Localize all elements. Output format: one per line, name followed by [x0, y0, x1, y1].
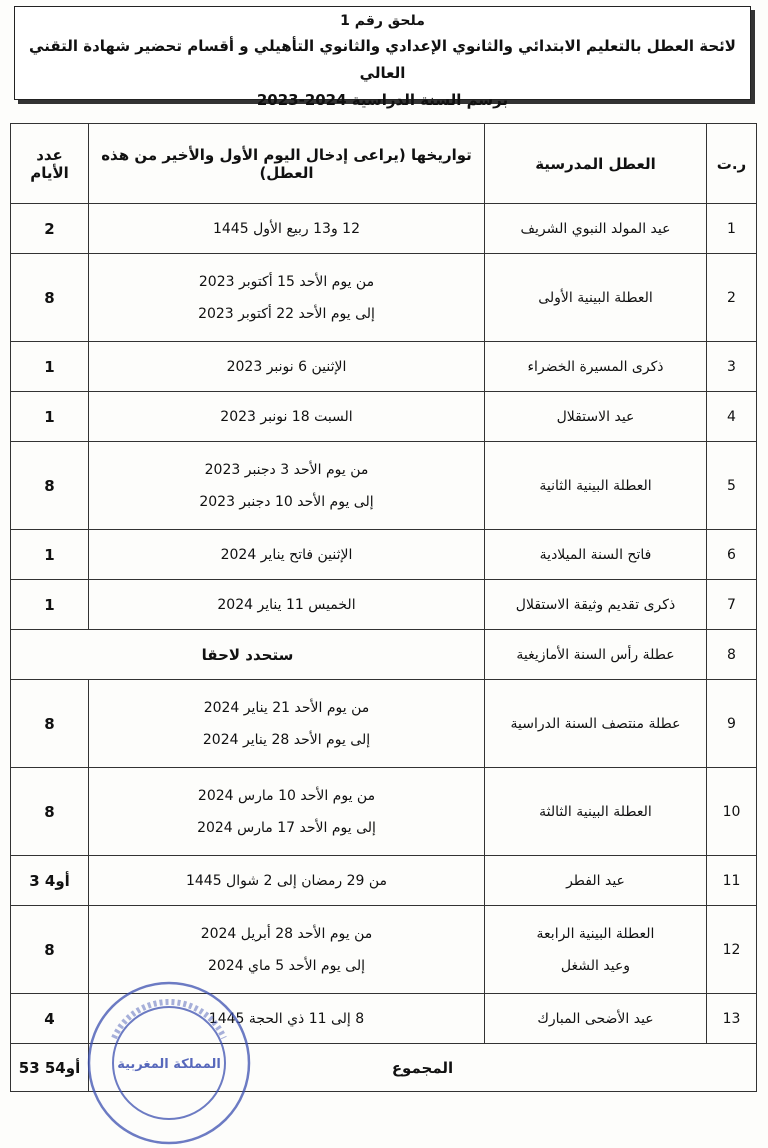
row-num: 13 — [707, 994, 757, 1044]
row-name: العطلة البينية الثالثة — [485, 768, 707, 856]
row-date-from: من يوم الأحد 15 أكتوبر 2023 — [198, 273, 375, 290]
annex-label: ملحق رقم 1 — [340, 13, 425, 29]
row-days: 8 — [11, 680, 89, 768]
table-row — [11, 442, 757, 530]
table-row — [11, 680, 757, 768]
row-name: عيد الفطر — [485, 856, 707, 906]
document-header — [14, 6, 751, 109]
document-title: لائحة العطل بالتعليم الابتدائي والثانوي الإعدادي والثانوي التأهيلي و أقسام تحضير شهادة التقني العالي — [29, 37, 736, 82]
row-name: ذكرى المسيرة الخضراء — [485, 342, 707, 392]
document-subtitle: برسم السنة الدراسية 2024-2023 — [256, 91, 509, 109]
header-days-line1: عدد — [36, 145, 63, 164]
row-name: فاتح السنة الميلادية — [485, 530, 707, 580]
row-date-from: من يوم الأحد 10 مارس 2024 — [197, 787, 376, 804]
table-row — [11, 392, 757, 442]
row-date-to: إلى يوم الأحد 5 ماي 2024 — [207, 957, 366, 974]
row-date-to: إلى يوم الأحد 28 يناير 2024 — [202, 731, 371, 748]
row-name: ذكرى تقديم وثيقة الاستقلال — [485, 580, 707, 630]
row-name: عطلة منتصف السنة الدراسية — [485, 680, 707, 768]
row-dates: الإثنين 6 نونبر 2023 — [89, 342, 485, 392]
row-name-line2: وعيد الشغل — [560, 957, 631, 974]
header-name: العطل المدرسية — [485, 124, 707, 204]
row-days: 2 — [11, 204, 89, 254]
row-dates — [89, 680, 485, 768]
row-date-from: من يوم الأحد 21 يناير 2024 — [203, 699, 370, 716]
row-name: عيد الأضحى المبارك — [485, 994, 707, 1044]
row-dates — [89, 768, 485, 856]
row-num: 12 — [707, 906, 757, 994]
row-dates: الخميس 11 يناير 2024 — [89, 580, 485, 630]
row-date-from: من يوم الأحد 28 أبريل 2024 — [200, 925, 373, 942]
table-row — [11, 906, 757, 994]
table-row — [11, 530, 757, 580]
row-days: 1 — [11, 342, 89, 392]
row-num: 6 — [707, 530, 757, 580]
total-label: المجموع — [89, 1044, 757, 1092]
row-num: 3 — [707, 342, 757, 392]
row-days: 1 — [11, 392, 89, 442]
row-dates: الإثنين فاتح يناير 2024 — [89, 530, 485, 580]
row-num: 1 — [707, 204, 757, 254]
table-header-row — [11, 124, 757, 204]
row-dates-tbd: ستحدد لاحقا — [11, 630, 485, 680]
row-days: 4 — [11, 994, 89, 1044]
table-row — [11, 856, 757, 906]
row-days: 8 — [11, 906, 89, 994]
table-row — [11, 580, 757, 630]
header-days-line2: الأيام — [30, 163, 69, 182]
row-date-to: إلى يوم الأحد 10 دجنبر 2023 — [199, 493, 374, 510]
row-num: 10 — [707, 768, 757, 856]
row-name: العطلة البينية الثانية — [485, 442, 707, 530]
holidays-table — [10, 123, 757, 1092]
table-row — [11, 630, 757, 680]
stamp-text: المملكة المغربية — [117, 1057, 221, 1072]
row-date-to: إلى يوم الأحد 17 مارس 2024 — [197, 819, 376, 836]
header-dates: تواريخها (يراعى إدخال اليوم الأول والأخير من هذه العطل) — [89, 124, 485, 204]
row-name — [485, 906, 707, 994]
header-days — [11, 124, 89, 204]
row-dates: السبت 18 نونبر 2023 — [89, 392, 485, 442]
row-num: 9 — [707, 680, 757, 768]
total-row — [11, 1044, 757, 1092]
row-name: عيد المولد النبوي الشريف — [485, 204, 707, 254]
row-num: 2 — [707, 254, 757, 342]
row-dates — [89, 906, 485, 994]
row-days: 3 أو4 — [11, 856, 89, 906]
header-num: ر.ت — [707, 124, 757, 204]
row-dates — [89, 254, 485, 342]
row-name: العطلة البينية الأولى — [485, 254, 707, 342]
row-dates: 8 إلى 11 ذي الحجة 1445 — [89, 994, 485, 1044]
row-days: 8 — [11, 768, 89, 856]
row-dates: من 29 رمضان إلى 2 شوال 1445 — [89, 856, 485, 906]
row-date-from: من يوم الأحد 3 دجنبر 2023 — [204, 461, 369, 478]
row-name-line1: العطلة البينية الرابعة — [536, 925, 655, 942]
table-row — [11, 204, 757, 254]
row-days: 1 — [11, 530, 89, 580]
table-row — [11, 342, 757, 392]
row-num: 4 — [707, 392, 757, 442]
row-days: 1 — [11, 580, 89, 630]
row-name: عيد الاستقلال — [485, 392, 707, 442]
row-days: 8 — [11, 442, 89, 530]
row-dates: 12 و13 ربيع الأول 1445 — [89, 204, 485, 254]
row-days: 8 — [11, 254, 89, 342]
row-num: 7 — [707, 580, 757, 630]
row-date-to: إلى يوم الأحد 22 أكتوبر 2023 — [198, 305, 375, 322]
row-num: 8 — [707, 630, 757, 680]
table-row — [11, 768, 757, 856]
table-row — [11, 994, 757, 1044]
table-row — [11, 254, 757, 342]
row-num: 5 — [707, 442, 757, 530]
total-days: 53 أو54 — [11, 1044, 89, 1092]
row-num: 11 — [707, 856, 757, 906]
row-name: عطلة رأس السنة الأمازيغية — [485, 630, 707, 680]
row-dates — [89, 442, 485, 530]
